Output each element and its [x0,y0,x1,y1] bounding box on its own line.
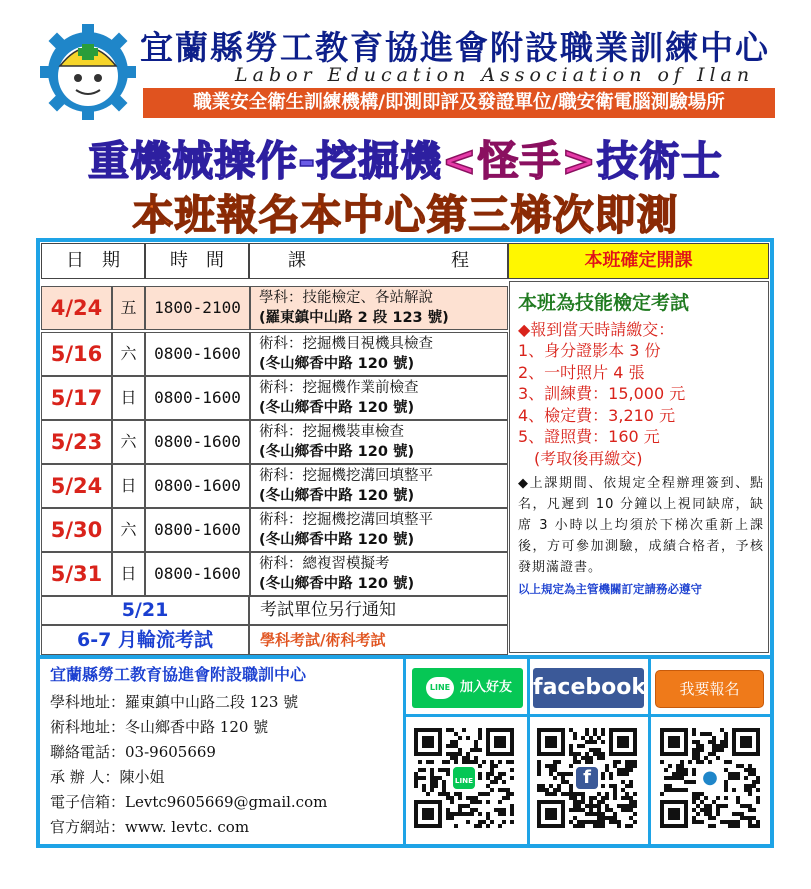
organization-name: 宜蘭縣勞工教育協進會附設職業訓練中心 [140,28,770,67]
row-course-name: 術科：挖掘機作業前檢查 [259,380,419,396]
row-course-name: 術科：挖掘機裝車檢查 [259,424,404,440]
requirements-title: 本班為技能檢定考試 [518,292,690,314]
row-course-address: (冬山鄉香中路 120 號) [259,576,415,592]
register-qr-code[interactable] [660,728,760,828]
row-course-address: (冬山鄉香中路 120 號) [259,488,415,504]
row-day: 六 [112,508,145,552]
social-divider [527,659,530,844]
schedule-row [41,332,508,376]
row-time: 0800-1600 [145,508,250,552]
contact-academic-address: 學科地址：羅東鎮中山路二段 123 號 [50,693,299,711]
header-course [249,243,508,279]
contact-phone: 聯絡電話：03-9605669 [50,743,216,761]
contact-title: 宜蘭縣勞工教育協進會附設職訓中心 [50,665,307,684]
header-time: 時 間 [145,243,249,279]
schedule-row [41,376,508,420]
row-course-address: (冬山鄉香中路 120 號) [259,532,415,548]
facebook-qr-code[interactable] [537,728,637,828]
course-confirmed-badge: 本班確定開課 [508,243,769,279]
regulation-footer: 以上規定為主管機關訂定請務必遵守 [518,582,702,596]
organization-logo [38,20,138,120]
row-course [250,464,508,508]
row-course [250,508,508,552]
row-time: 1800-2100 [145,286,250,330]
attendance-note: ◆上課期間、依規定全程辦理簽到、點名，凡遲到 10 分鐘以上視同缺席，缺席 3 小時以上均須於下梯次重新上課後，方可參加測驗，成績合格者，予核發期滿證書。 [518,476,764,575]
row-course [250,286,508,330]
contact-box [40,659,406,844]
requirement-item: 4、檢定費：3,210 元 [518,405,676,425]
row-day: 六 [112,332,145,376]
requirements-panel [509,281,769,653]
organization-tagline: 職業安全衛生訓練機構/即測即評及發證單位/職安衛電腦測驗場所 [143,88,775,118]
row-time: 0800-1600 [145,332,250,376]
row-day: 五 [112,286,145,330]
row-day: 日 [112,552,145,596]
row-day: 六 [112,420,145,464]
schedule-row [41,286,508,330]
row-course-name: 學科：技能檢定、各站解說 [259,290,433,306]
schedule-row [41,552,508,596]
svg-text:●: ● [702,767,718,789]
row-time: 0800-1600 [145,464,250,508]
row-day: 日 [112,464,145,508]
organization-name-english: Labor Education Association of Ilan [235,64,755,86]
row-course [250,552,508,596]
row-date: 5/23 [41,420,112,464]
row-date: 5/24 [41,464,112,508]
row-date: 4/24 [41,286,112,330]
row-course [250,376,508,420]
header-course-a: 課 [288,250,306,271]
contact-email[interactable]: 電子信箱：Levtc9605669@gmail.com [50,793,328,811]
social-divider [648,659,651,844]
line-add-friend-button[interactable] [412,668,523,708]
row-course-name: 術科：總複習模擬考 [259,556,390,572]
requirement-item: 5、證照費：160 元 [518,427,660,446]
row-course-name: 術科：挖掘機挖溝回填整平 [259,512,433,528]
row-course-address: (冬山鄉香中路 120 號) [259,400,415,416]
header-course-b: 程 [451,250,469,271]
exam-note: 考試單位另行通知 [249,596,508,625]
row-day: 日 [112,376,145,420]
row-time: 0800-1600 [145,420,250,464]
row-date: 5/16 [41,332,112,376]
header-date: 日 期 [41,243,145,279]
svg-text:f: f [583,767,591,789]
register-button[interactable]: 我要報名 [655,670,764,708]
social-divider [406,714,770,717]
requirement-item: 1、身分證影本 3 份 [518,341,661,360]
line-qr-code[interactable] [414,728,514,828]
contact-practical-address: 術科地址：冬山鄉香中路 120 號 [50,718,269,736]
row-course-name: 術科：挖掘機挖溝回填整平 [259,468,433,484]
row-date: 5/30 [41,508,112,552]
contact-person: 承 辦 人：陳小姐 [50,768,165,786]
row-date: 5/17 [41,376,112,420]
course-title-highlight: <怪手> [442,137,597,185]
row-course [250,420,508,464]
line-add-friend-label: 加入好友 [460,680,513,695]
schedule-row [41,508,508,552]
facebook-button[interactable]: facebook [533,668,644,708]
course-title-part-3: 技術士 [596,137,723,185]
row-course [250,332,508,376]
requirement-item: 3、訓練費：15,000 元 [518,384,686,403]
requirement-item: 2、一吋照片 4 張 [518,362,645,382]
course-subtitle: 本班報名本中心第三梯次即測 [132,191,679,239]
course-title [0,128,811,187]
course-title-part-1: 重機械操作-挖掘機 [88,137,443,185]
requirements-subtitle: ◆報到當天時請繳交： [518,320,675,339]
requirement-item: (考取後再繳交) [518,448,643,468]
row-course-address: (羅東鎮中山路 2 段 123 號) [259,310,449,326]
line-icon: LINE [426,677,454,699]
row-course-name: 術科：挖掘機目視機具檢查 [259,336,433,352]
exam-date: 5/21 [41,596,249,625]
row-course-address: (冬山鄉香中路 120 號) [259,444,415,460]
row-time: 0800-1600 [145,376,250,420]
exam-types: 學科考試/術科考試 [249,625,508,655]
row-date: 5/31 [41,552,112,596]
exam-rotation: 6-7 月輪流考試 [41,625,249,655]
row-time: 0800-1600 [145,552,250,596]
schedule-row [41,464,508,508]
schedule-row [41,420,508,464]
row-course-address: (冬山鄉香中路 120 號) [259,356,415,372]
contact-website[interactable]: 官方網站：www. levtc. com [50,818,250,836]
svg-text:LINE: LINE [454,776,474,786]
